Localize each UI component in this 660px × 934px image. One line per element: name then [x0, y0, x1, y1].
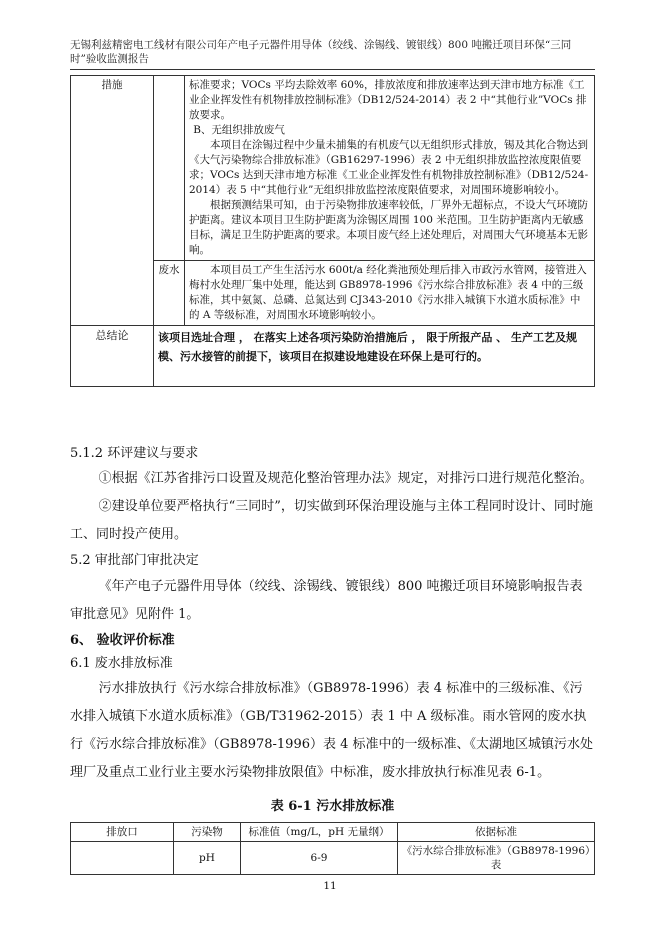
paragraph: 《年产电子元器件用导体（绞线、涂锡线、镀银线）800 吨搬迁项目环境影响报告表审批意见》见附件 1。	[70, 578, 583, 622]
table-cell	[71, 842, 174, 875]
header-divider	[70, 69, 595, 70]
column-header: 依据标准	[398, 823, 595, 842]
column-header: 排放口	[71, 823, 174, 842]
water-content-cell	[185, 261, 595, 326]
conclusion-label: 总结论	[71, 326, 154, 387]
section-heading-5-1-2: 5.1.2 环评建议与要求	[70, 446, 199, 461]
paragraph: 污水排放执行《污水综合排放标准》（GB8978-1996）表 4 标准中的三级标准、《污水排入城镇下水道水质标准》（GB/T31962-2015）表 1 中 A 级标准。雨水管网的废水执行《污水综合排放标准》（GB8978-1996）表 4 标准中的一级标准、《太湖地区城镇污水处理厂及重点工业行业主要水污染物排放限值》中标准，废水排放执行标准见表 6-1。	[70, 681, 594, 781]
section-heading-5-2: 5.2 审批部门审批决定	[70, 553, 199, 569]
air-paragraph: 本项目在涂锡过程中少量未捕集的有机废气以无组织形式排放，锡及其化合物达到《大气污染物综合排放标准》（GB16297-1996）表 2 中无组织排放监控浓度限值要求；VOCs 达到天津市地方标准《工业企业挥发性有机物排放控制标准》（DB12/524-2014）表 5 中“其他行业”无组织排放监控浓度限值要求，对周围环境影响较小。	[189, 139, 589, 196]
air-paragraph: B、无组织排放废气	[193, 124, 285, 136]
body-text	[70, 442, 595, 787]
table-caption: 表 6-1 污水排放标准	[270, 799, 395, 814]
air-paragraph: 标准要求；VOCs 平均去除效率 60%，排放浓度和排放速率达到天津市地方标准《工业企业挥发性有机物排放控制标准》（DB12/524-2014）表 2 中“其他行业”VOCs 排放要求。	[189, 79, 587, 121]
table-row	[71, 842, 595, 875]
column-header: 污染物	[174, 823, 241, 842]
section-heading-6-1: 6.1 废水排放标准	[70, 655, 173, 671]
page-header: 无锡利兹精密电工线材有限公司年产电子元器件用导体（绞线、涂锡线、镀银线）800 吨搬迁项目环保“三同时”验收监测报告	[70, 39, 572, 65]
conclusion-text: 该项目选址合理 ， 在落实上述各项污染防治措施后 ， 限于所报产品 、 生产工艺及规模、污水接管的前提下，该项目在拟建设地建设在环保上是可行的。	[154, 326, 595, 387]
paragraph: ①根据《江苏省排污口设置及规范化整治管理办法》规定，对排污口进行规范化整治。	[98, 471, 593, 487]
air-paragraph: 根据预测结果可知，由于污染物排放速率较低，厂界外无超标点，不设大气环境防护距离。建议本项目卫生防护距离为涂锡区周围 100 米范围。卫生防护距离内无敏感目标，满足卫生防护距离的要求。本项目废气经上述处理后，对周围大气环境基本无影响。	[189, 199, 588, 256]
water-paragraph: 本项目员工产生生活污水 600t/a 经化粪池预处理后排入市政污水管网，接管进入梅村水处理厂集中处理，能达到 GB8978-1996《污水综合排放标准》表 4 中的三级标准，其中氨氮、总磷、总氮达到 CJ343-2010《污水排入城镇下水道水质标准》中的 A 等级标准，对周围水环境影响较小。	[189, 264, 587, 321]
table-cell: 6-9	[241, 842, 398, 875]
air-label-cell	[154, 76, 185, 261]
table-cell: pH	[174, 842, 241, 875]
water-label: 废水	[154, 261, 185, 326]
wastewater-standard-table	[70, 822, 595, 875]
air-content-cell	[185, 76, 595, 261]
measures-label: 措施	[71, 76, 154, 326]
section-heading-6: 6、 验收评价标准	[70, 632, 175, 648]
table-cell: 《污水综合排放标准》（GB8978-1996）表	[398, 842, 595, 875]
page-number: 11	[323, 880, 337, 892]
table-header-row	[71, 823, 595, 842]
measures-table	[70, 75, 595, 387]
paragraph: ②建设单位要严格执行“三同时”，切实做到环保治理设施与主体工程同时设计、同时施工、同时投产使用。	[70, 499, 593, 543]
column-header: 标准值（mg/L，pH 无量纲）	[241, 823, 398, 842]
